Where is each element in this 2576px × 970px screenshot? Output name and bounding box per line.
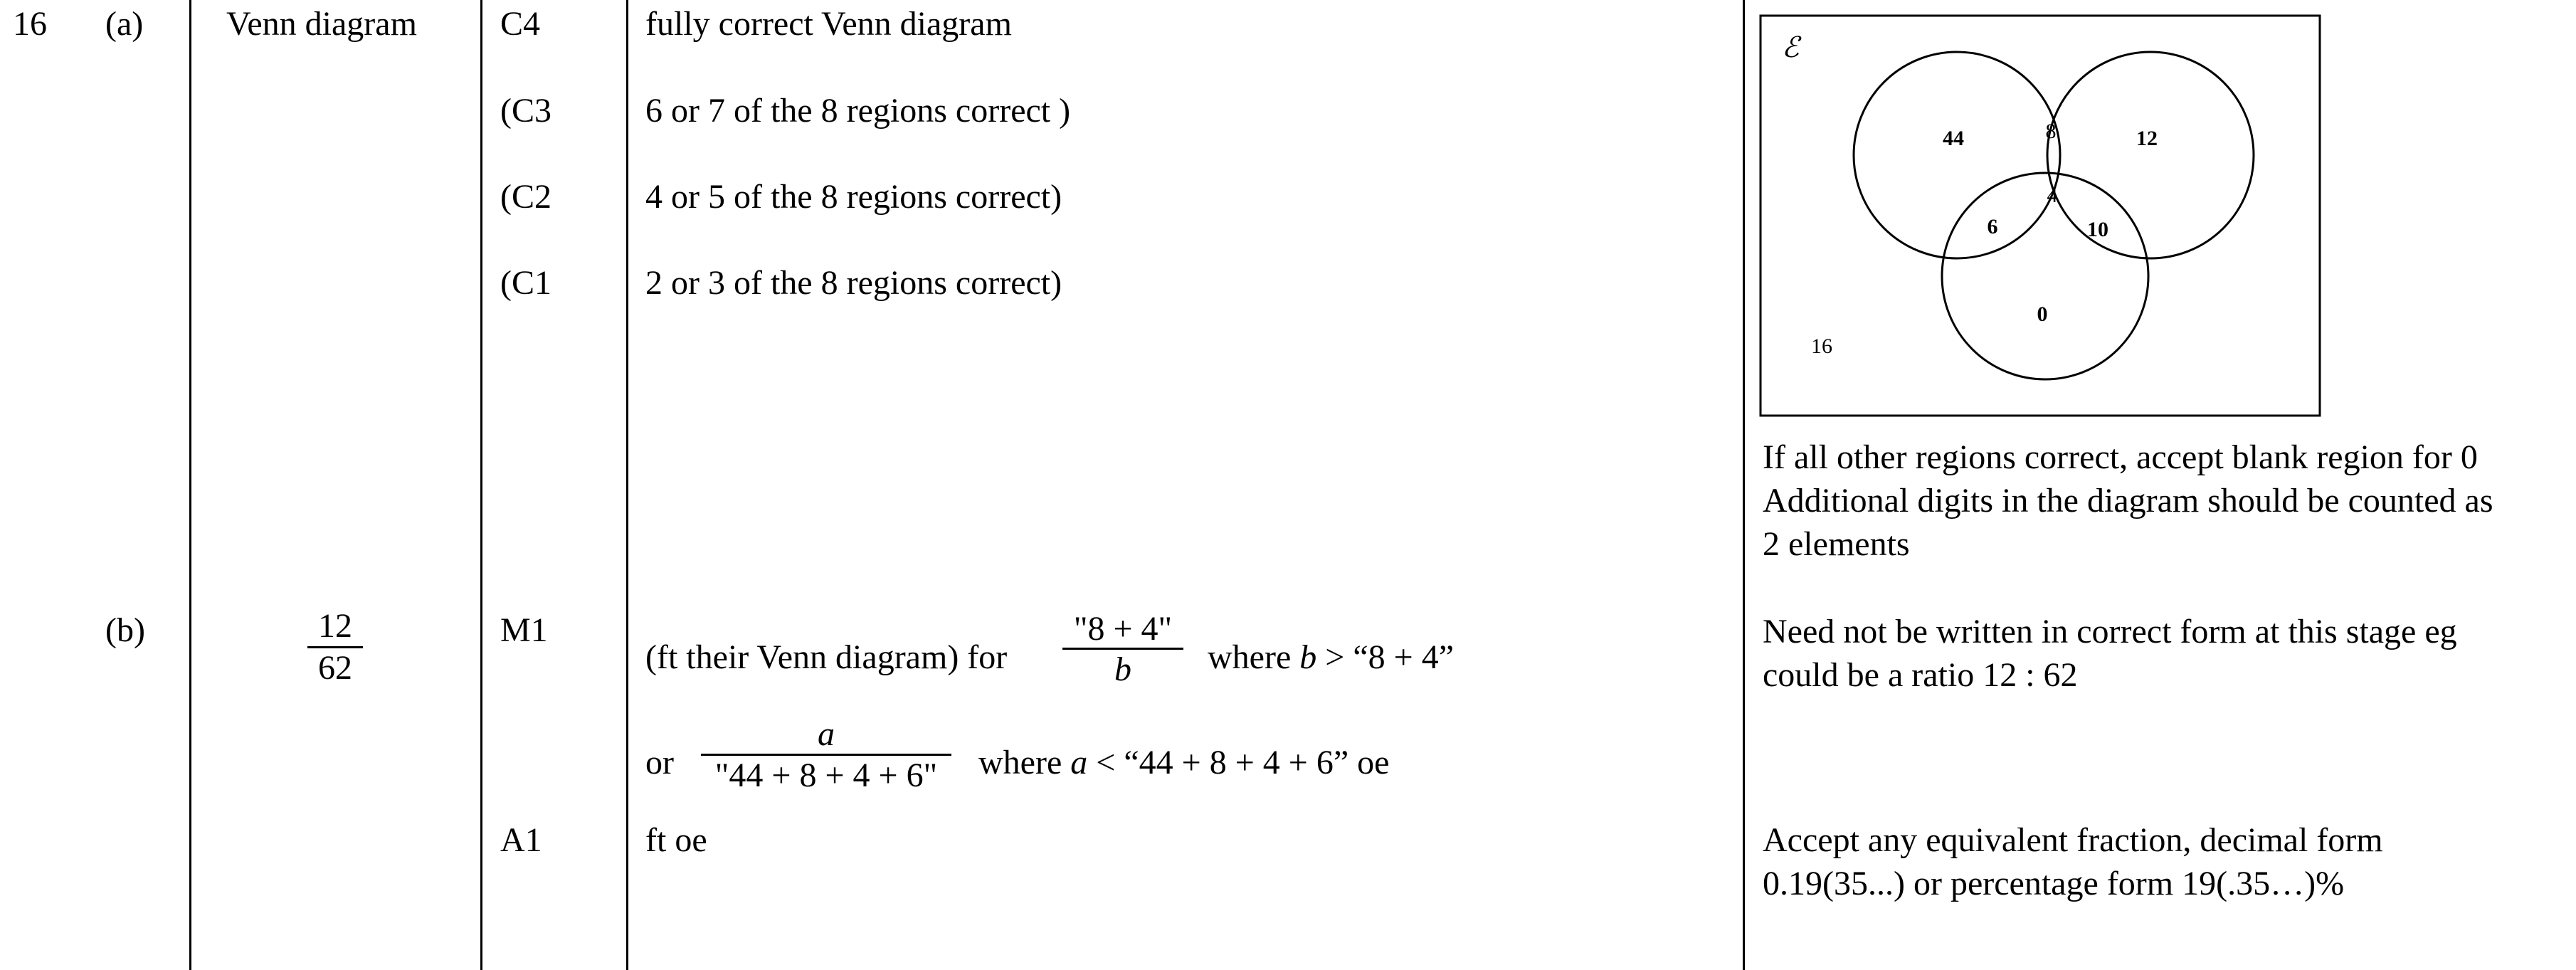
m1-where-1-variable: b <box>1299 638 1317 676</box>
part-b-label: (b) <box>105 611 145 649</box>
m1-fraction-2 <box>701 715 951 796</box>
mark-text-c1: 2 or 3 of the 8 regions correct) <box>645 264 1062 302</box>
region-only-b: 12 <box>2136 127 2158 150</box>
m1-prefix: (ft their Venn diagram) for <box>645 638 1008 676</box>
part-b-note-2-line-1: Accept any equivalent fraction, decimal form <box>1763 821 2383 859</box>
venn-diagram <box>1758 13 2327 418</box>
m1-fraction-1-denominator: b <box>1114 650 1131 688</box>
m1-where-2-variable: a <box>1070 744 1088 781</box>
m1-where-2 <box>978 746 1389 780</box>
set-a-circle <box>1854 52 2060 258</box>
part-a-note-1: If all other regions correct, accept blank region for 0 <box>1763 438 2478 476</box>
a1-code: A1 <box>500 821 542 859</box>
m1-or: or <box>645 744 674 781</box>
part-a-note-2: Additional digits in the diagram should be counted as <box>1763 482 2493 520</box>
a1-text: ft oe <box>645 821 707 859</box>
region-only-a: 44 <box>1943 127 1964 150</box>
region-a-and-b: 8 <box>2045 120 2057 143</box>
m1-fraction-2-numerator: a <box>818 715 835 753</box>
m1-where-2-word: where <box>978 744 1062 781</box>
part-b-note-1-line-1: Need not be written in correct form at this stage eg <box>1763 613 2457 650</box>
part-a-note-3: 2 elements <box>1763 525 1910 563</box>
column-rule-2 <box>480 0 482 970</box>
part-b-answer-numerator: 12 <box>318 607 352 645</box>
part-b-answer-denominator: 62 <box>318 649 352 687</box>
m1-fraction-1-numerator: "8 + 4" <box>1073 610 1173 648</box>
part-a-label: (a) <box>105 5 144 43</box>
set-b-circle <box>2047 52 2254 258</box>
part-b-note-2-line-2: 0.19(35...) or percentage form 19(.35…)% <box>1763 865 2345 902</box>
m1-where-1-word: where <box>1208 638 1292 676</box>
set-c-circle <box>1942 173 2148 379</box>
column-rule-3 <box>626 0 628 970</box>
m1-code: M1 <box>500 611 548 649</box>
m1-where-2-condition: < “44 + 8 + 4 + 6” oe <box>1096 744 1390 781</box>
universal-set-symbol: ℰ <box>1782 31 1800 63</box>
column-rule-1 <box>189 0 191 970</box>
mark-text-c3: 6 or 7 of the 8 regions correct ) <box>645 92 1071 130</box>
region-b-and-c: 10 <box>2087 218 2108 241</box>
mark-code-c4: C4 <box>500 5 541 43</box>
region-outside: 16 <box>1811 334 1832 358</box>
m1-where-1 <box>1208 640 1454 675</box>
m1-fraction-2-denominator: "44 + 8 + 4 + 6" <box>714 757 938 794</box>
region-a-and-c: 6 <box>1987 215 1998 238</box>
mark-code-c3: (C3 <box>500 92 551 130</box>
mark-code-c2: (C2 <box>500 178 551 216</box>
region-a-b-c: 4 <box>2047 184 2058 207</box>
mark-text-c4: fully correct Venn diagram <box>645 5 1012 43</box>
m1-where-1-condition: > “8 + 4” <box>1325 638 1455 676</box>
column-rule-4 <box>1743 0 1745 970</box>
part-a-answer: Venn diagram <box>226 5 417 43</box>
question-number: 16 <box>13 5 47 43</box>
part-b-note-1-line-2: could be a ratio 12 : 62 <box>1763 656 2078 694</box>
region-only-c: 0 <box>2037 302 2048 326</box>
mark-text-c2: 4 or 5 of the 8 regions correct) <box>645 178 1062 216</box>
m1-fraction-1 <box>1062 611 1183 690</box>
part-b-answer-fraction <box>307 606 363 688</box>
mark-code-c1: (C1 <box>500 264 551 302</box>
